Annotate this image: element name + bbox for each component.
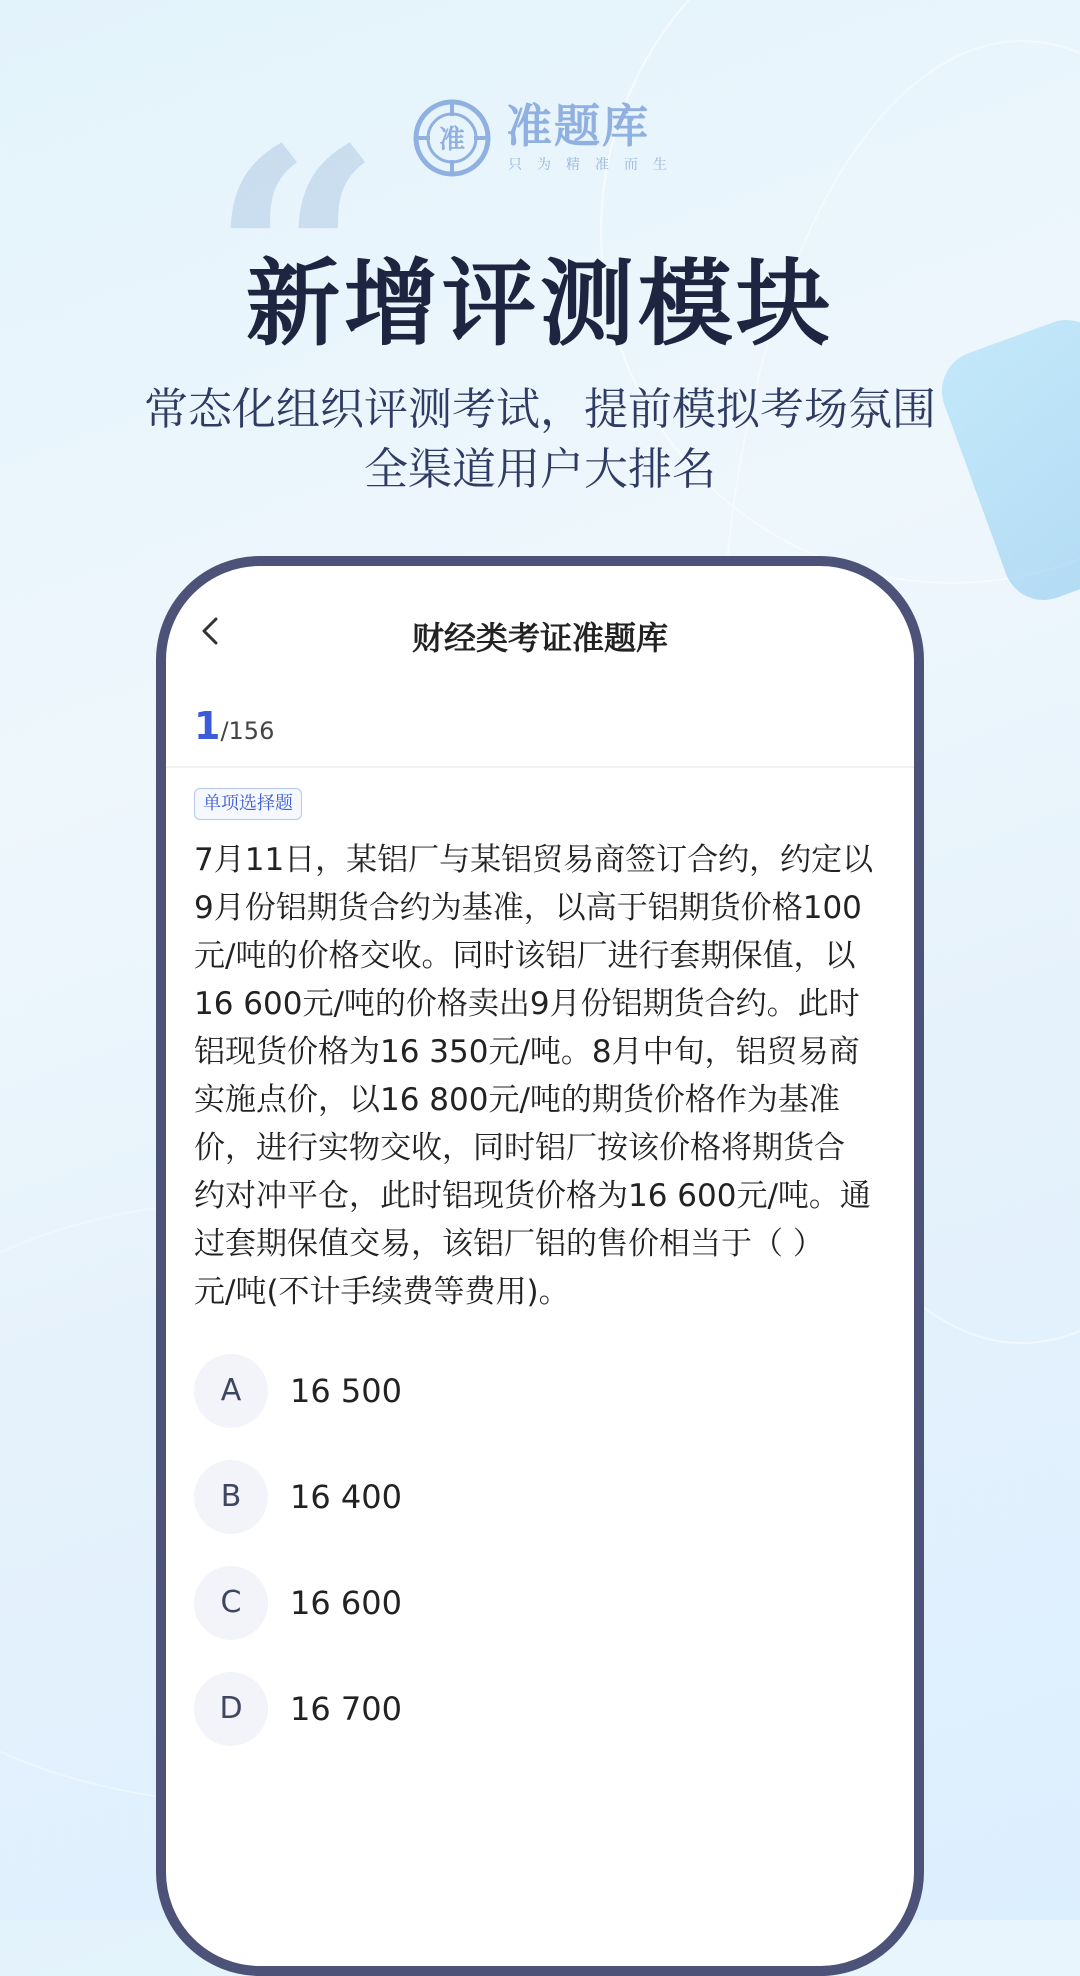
question-type-badge: 单项选择题 (194, 788, 302, 820)
option-text: 16 700 (290, 1690, 402, 1728)
option-a[interactable] (194, 1354, 874, 1428)
current-question-number: 1 (194, 704, 221, 748)
phone-mockup (156, 556, 924, 1976)
brand-name: 准题库 (506, 99, 650, 153)
option-text: 16 500 (290, 1372, 402, 1410)
logo-glyph: 准 (438, 125, 466, 155)
promo-subline: 常态化组织评测考试，提前模拟考场氛围 全渠道用户大排名 (144, 384, 936, 495)
brand-slogan: 只为精准而生 (508, 157, 682, 173)
app-navbar (166, 566, 914, 696)
total-questions: /156 (220, 717, 275, 745)
divider (166, 766, 914, 768)
option-d[interactable] (194, 1672, 874, 1746)
option-letter: D (194, 1672, 268, 1746)
promo-headline: 新增评测模块 (245, 250, 834, 359)
page-title: 财经类考证准题库 (411, 619, 668, 657)
option-letter: A (194, 1354, 268, 1428)
brand-logo (412, 98, 682, 180)
option-letter: B (194, 1460, 268, 1534)
option-c[interactable] (194, 1566, 874, 1640)
option-b[interactable] (194, 1460, 874, 1534)
question-text: 7月11日，某铝厂与某铝贸易商签订合约，约定以 9月份铝期货合约为基准，以高于铝期货价格100 元/吨的价格交收。同时该铝厂进行套期保值，以 16 600元/吨的价格卖出9月份铝期货合约。此时 铝现货价格为16 350元/吨。8月中旬，铝贸易商 实施点价，以16 800元/吨的期货价格作为基准 价，进行实物交收，同时铝厂按该价格将期货合 约对冲平仓，此时铝现货价格为16 600元/吨。通 过套期保值交易，该铝厂铝的售价相当于（ ） 元/吨(不计手续费等费用)。 (194, 842, 874, 1310)
logo-target-icon (412, 98, 492, 178)
option-letter: C (194, 1566, 268, 1640)
question-counter (194, 702, 274, 758)
option-text: 16 600 (290, 1584, 402, 1622)
option-text: 16 400 (290, 1478, 402, 1516)
quote-mark-icon: “ (210, 83, 383, 436)
